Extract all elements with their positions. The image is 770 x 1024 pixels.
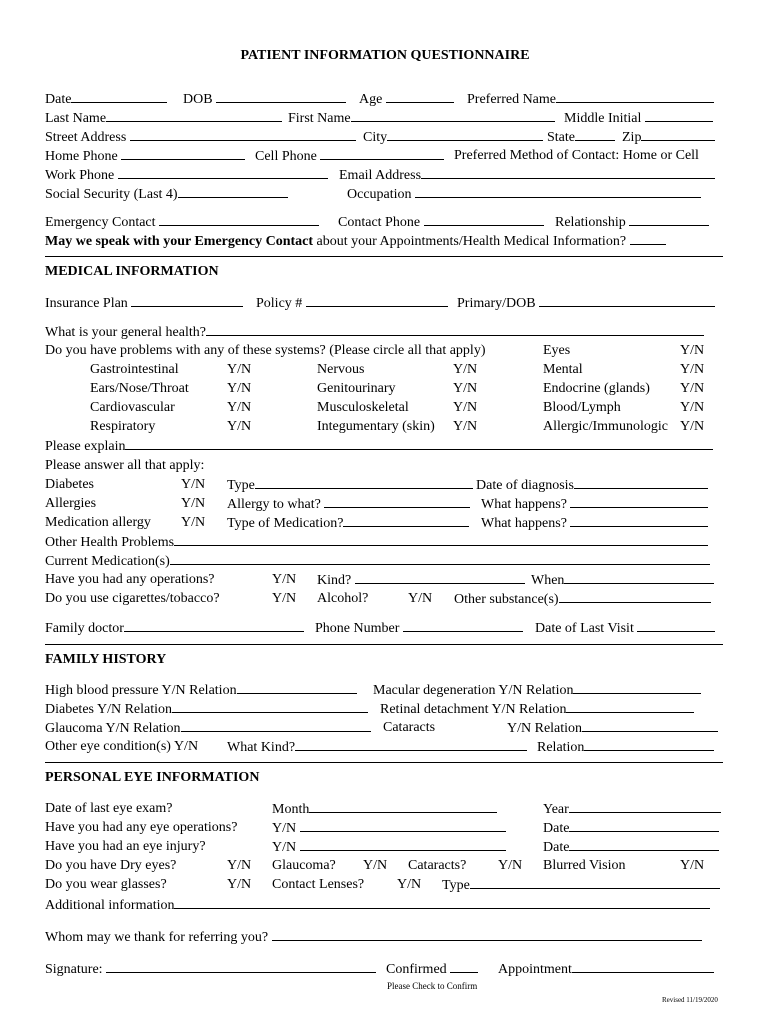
signature-label: Signature: [45, 962, 103, 977]
date-of-diagnosis-label: Date of diagnosis [476, 478, 574, 493]
diabetes-type-label: Type [227, 478, 255, 493]
doctor-phone-field[interactable] [315, 620, 523, 637]
first-name-field[interactable] [288, 110, 555, 127]
type-of-medication-field[interactable] [227, 515, 469, 532]
what-kind-field[interactable] [227, 739, 527, 756]
lens-type-label: Type [442, 878, 470, 893]
yn-option[interactable]: Y/N [397, 877, 422, 892]
allergy-what-happens-field[interactable] [481, 496, 708, 513]
age-field[interactable] [359, 91, 454, 108]
date-label: Date [45, 92, 72, 107]
last-name-label: Last Name [45, 111, 107, 126]
other-eye-relation-field[interactable] [537, 739, 714, 756]
macular-label: Macular degeneration Y/N Relation [373, 683, 574, 698]
system-gastrointestinal: Gastrointestinal [90, 362, 179, 377]
yn-option[interactable]: Y/N [272, 840, 297, 855]
revised-date: Revised 11/19/2020 [662, 996, 718, 1004]
yn-option[interactable]: Y/N [272, 591, 297, 606]
exam-month-field[interactable] [272, 801, 497, 818]
additional-info-label: Additional information [45, 898, 175, 913]
zip-field[interactable] [622, 129, 715, 146]
please-explain-field[interactable] [45, 438, 713, 455]
doctor-phone-label: Phone Number [315, 621, 400, 636]
middle-initial-label: Middle Initial [564, 111, 642, 126]
cataracts-label: Cataracts? [408, 858, 467, 873]
may-we-speak-question[interactable] [45, 233, 666, 250]
family-history-heading: FAMILY HISTORY [45, 652, 167, 667]
section-divider [45, 644, 723, 645]
emergency-contact-label: Emergency Contact [45, 215, 156, 230]
type-of-medication-label: Type of Medication? [227, 516, 344, 531]
city-field[interactable] [363, 129, 543, 146]
email-label: Email Address [339, 168, 422, 183]
general-health-label: What is your general health? [45, 325, 206, 340]
eye-injury-date-field[interactable] [543, 839, 719, 856]
yn-option[interactable]: Y/N [227, 877, 252, 892]
diabetes-type-field[interactable] [227, 477, 473, 494]
yn-option[interactable]: Y/N [680, 381, 705, 396]
glaucoma-label: Glaucoma? [272, 858, 336, 873]
operation-kind-field[interactable] [317, 572, 525, 589]
work-phone-label: Work Phone [45, 168, 115, 183]
retinal-label: Retinal detachment Y/N Relation [380, 702, 567, 717]
occupation-label: Occupation [347, 187, 412, 202]
street-address-label: Street Address [45, 130, 127, 145]
primary-dob-label: Primary/DOB [457, 296, 536, 311]
first-name-label: First Name [288, 111, 351, 126]
section-divider [45, 256, 723, 257]
exam-year-label: Year [543, 802, 569, 817]
appointment-label: Appointment [498, 962, 572, 977]
confirmed-label: Confirmed [386, 962, 447, 977]
medical-heading: MEDICAL INFORMATION [45, 264, 219, 279]
yn-option[interactable]: Y/N [227, 381, 252, 396]
operation-kind-label: Kind? [317, 573, 352, 588]
yn-option[interactable]: Y/N [408, 591, 433, 606]
policy-field[interactable] [256, 295, 448, 312]
insurance-plan-field[interactable] [45, 295, 243, 312]
relationship-label: Relationship [555, 215, 626, 230]
system-genitourinary: Genitourinary [317, 381, 396, 396]
medication-allergy-label: Medication allergy [45, 515, 151, 530]
allergies-label: Allergies [45, 496, 97, 511]
section-divider [45, 762, 723, 763]
preferred-contact-field[interactable]: Preferred Method of Contact: Home or Cell [454, 148, 699, 163]
last-visit-label: Date of Last Visit [535, 621, 634, 636]
exam-month-label: Month [272, 802, 310, 817]
system-endocrine: Endocrine (glands) [543, 381, 650, 396]
macular-field[interactable] [373, 682, 701, 699]
last-name-field[interactable] [45, 110, 282, 127]
what-kind-label: What Kind? [227, 740, 296, 755]
system-nervous: Nervous [317, 362, 365, 377]
yn-option[interactable]: Y/N [363, 858, 388, 873]
may-we-speak-rest: about your Appointments/Health Medical Information? [313, 234, 627, 249]
home-phone-label: Home Phone [45, 149, 118, 164]
email-field[interactable] [339, 167, 715, 184]
other-substance-label: Other substance(s) [454, 592, 559, 607]
exam-year-field[interactable] [543, 801, 721, 818]
dob-field[interactable] [183, 91, 346, 108]
systems-question: Do you have problems with any of these systems? (Please circle all that apply) [45, 343, 486, 358]
eye-injury-yn-field[interactable] [272, 839, 506, 856]
family-diabetes-label: Diabetes Y/N Relation [45, 702, 173, 717]
relationship-field[interactable] [555, 214, 709, 231]
dry-eyes-question: Do you have Dry eyes? [45, 858, 177, 873]
family-doctor-label: Family doctor [45, 621, 124, 636]
eye-injury-question: Have you had an eye injury? [45, 839, 206, 854]
yn-option[interactable]: Y/N [272, 572, 297, 587]
tobacco-question: Do you use cigarettes/tobacco? [45, 591, 220, 606]
other-eye-condition-label: Other eye condition(s) Y/N [45, 739, 199, 754]
family-doctor-field[interactable] [45, 620, 304, 637]
ssn-label: Social Security (Last 4) [45, 187, 178, 202]
system-cardiovascular: Cardiovascular [90, 400, 175, 415]
zip-label: Zip [622, 130, 642, 145]
other-substance-field[interactable] [454, 591, 711, 608]
may-we-speak-bold: May we speak with your Emergency Contact [45, 234, 314, 249]
contact-phone-field[interactable] [338, 214, 544, 231]
eye-operations-yn-field[interactable] [272, 820, 506, 837]
city-label: City [363, 130, 388, 145]
system-allergic-immunologic: Allergic/Immunologic [543, 419, 668, 434]
system-musculoskeletal: Musculoskeletal [317, 400, 409, 415]
dob-label: DOB [183, 92, 213, 107]
primary-dob-field[interactable] [457, 295, 715, 312]
ssn-field[interactable] [45, 186, 288, 203]
medication-what-happens-field[interactable] [481, 515, 708, 532]
retinal-field[interactable] [380, 701, 694, 718]
answer-all-instruction: Please answer all that apply: [45, 458, 205, 473]
yn-option[interactable]: Y/N [272, 821, 297, 836]
eye-operations-date-label: Date [543, 821, 570, 836]
yn-option[interactable]: Y/N [453, 381, 478, 396]
lens-type-field[interactable] [442, 877, 720, 894]
please-explain-label: Please explain [45, 439, 126, 454]
what-happens-label: What happens? [481, 516, 567, 531]
yn-option[interactable]: Y/N [181, 496, 206, 511]
additional-info-field[interactable] [45, 897, 710, 914]
system-mental: Mental [543, 362, 583, 377]
yn-option[interactable]: Y/N [227, 419, 252, 434]
current-medications-field[interactable] [45, 553, 710, 570]
yn-option[interactable]: Y/N [453, 419, 478, 434]
family-cataracts-label: Cataracts [383, 720, 436, 735]
contact-phone-label: Contact Phone [338, 215, 421, 230]
system-eyes: Eyes [543, 343, 571, 358]
other-health-field[interactable] [45, 534, 708, 551]
system-ears-nose-throat: Ears/Nose/Throat [90, 381, 189, 396]
system-respiratory: Respiratory [90, 419, 156, 434]
preferred-name-field[interactable] [467, 91, 714, 108]
contact-lenses-label: Contact Lenses? [272, 877, 365, 892]
policy-label: Policy # [256, 296, 303, 311]
eye-operations-date-field[interactable] [543, 820, 719, 837]
other-health-label: Other Health Problems [45, 535, 175, 550]
system-integumentary: Integumentary (skin) [317, 419, 435, 434]
page-title: PATIENT INFORMATION QUESTIONNAIRE [240, 48, 530, 63]
street-address-field[interactable] [45, 129, 356, 146]
yn-option[interactable]: Y/N [680, 362, 705, 377]
occupation-field[interactable] [347, 186, 701, 203]
confirmed-field[interactable] [386, 961, 478, 978]
age-label: Age [359, 92, 383, 107]
cell-phone-field[interactable] [255, 148, 444, 165]
yn-option[interactable]: Y/N [181, 477, 206, 492]
operation-when-field[interactable] [531, 572, 714, 589]
diabetes-label: Diabetes [45, 477, 94, 492]
yn-option[interactable]: Y/N [453, 400, 478, 415]
alcohol-label: Alcohol? [317, 591, 369, 606]
check-to-confirm-note: Please Check to Confirm [387, 981, 478, 991]
yn-option[interactable]: Y/N [453, 362, 478, 377]
hbp-label: High blood pressure Y/N Relation [45, 683, 237, 698]
home-phone-field[interactable] [45, 148, 245, 165]
yn-option[interactable]: Y/N [227, 400, 252, 415]
family-diabetes-field[interactable] [45, 701, 368, 718]
emergency-contact-field[interactable] [45, 214, 319, 231]
yn-option[interactable]: Y/N [680, 400, 705, 415]
yn-option[interactable]: Y/N [181, 515, 206, 530]
yn-option[interactable]: Y/N [680, 419, 705, 434]
other-eye-relation-label: Relation [537, 740, 585, 755]
yn-option[interactable]: Y/N [227, 362, 252, 377]
blurred-vision-label: Blurred Vision [543, 858, 626, 873]
hbp-field[interactable] [45, 682, 357, 699]
yn-option[interactable]: Y/N [680, 343, 705, 358]
eye-injury-date-label: Date [543, 840, 570, 855]
eye-operations-question: Have you had any eye operations? [45, 820, 238, 835]
family-glaucoma-field[interactable] [45, 720, 371, 737]
cataracts-relation-field[interactable] [507, 720, 718, 737]
cell-phone-label: Cell Phone [255, 149, 317, 164]
state-field[interactable] [547, 129, 615, 146]
yn-option[interactable]: Y/N [680, 858, 705, 873]
date-of-diagnosis-field[interactable] [476, 477, 708, 494]
work-phone-field[interactable] [45, 167, 328, 184]
system-blood-lymph: Blood/Lymph [543, 400, 621, 415]
signature-field[interactable] [45, 961, 376, 978]
state-label: State [547, 130, 575, 145]
what-happens-label: What happens? [481, 497, 567, 512]
middle-initial-field[interactable] [564, 110, 713, 127]
last-exam-question: Date of last eye exam? [45, 801, 173, 816]
general-health-field[interactable] [45, 324, 704, 341]
preferred-name-label: Preferred Name [467, 92, 557, 107]
referral-field[interactable] [45, 929, 702, 946]
referral-label: Whom may we thank for referring you? [45, 930, 269, 945]
allergy-to-what-label: Allergy to what? [227, 497, 321, 512]
family-glaucoma-label: Glaucoma Y/N Relation [45, 721, 181, 736]
glasses-question: Do you wear glasses? [45, 877, 167, 892]
cataracts-relation-label: Y/N Relation [507, 721, 583, 736]
allergy-to-what-field[interactable] [227, 496, 470, 513]
insurance-plan-label: Insurance Plan [45, 296, 128, 311]
appointment-field[interactable] [498, 961, 714, 978]
yn-option[interactable]: Y/N [498, 858, 523, 873]
current-medications-label: Current Medication(s) [45, 554, 170, 569]
eye-info-heading: PERSONAL EYE INFORMATION [45, 770, 260, 785]
yn-option[interactable]: Y/N [227, 858, 252, 873]
operations-question: Have you had any operations? [45, 572, 215, 587]
operation-when-label: When [531, 573, 565, 588]
last-visit-field[interactable] [535, 620, 715, 637]
date-field[interactable] [45, 91, 167, 108]
